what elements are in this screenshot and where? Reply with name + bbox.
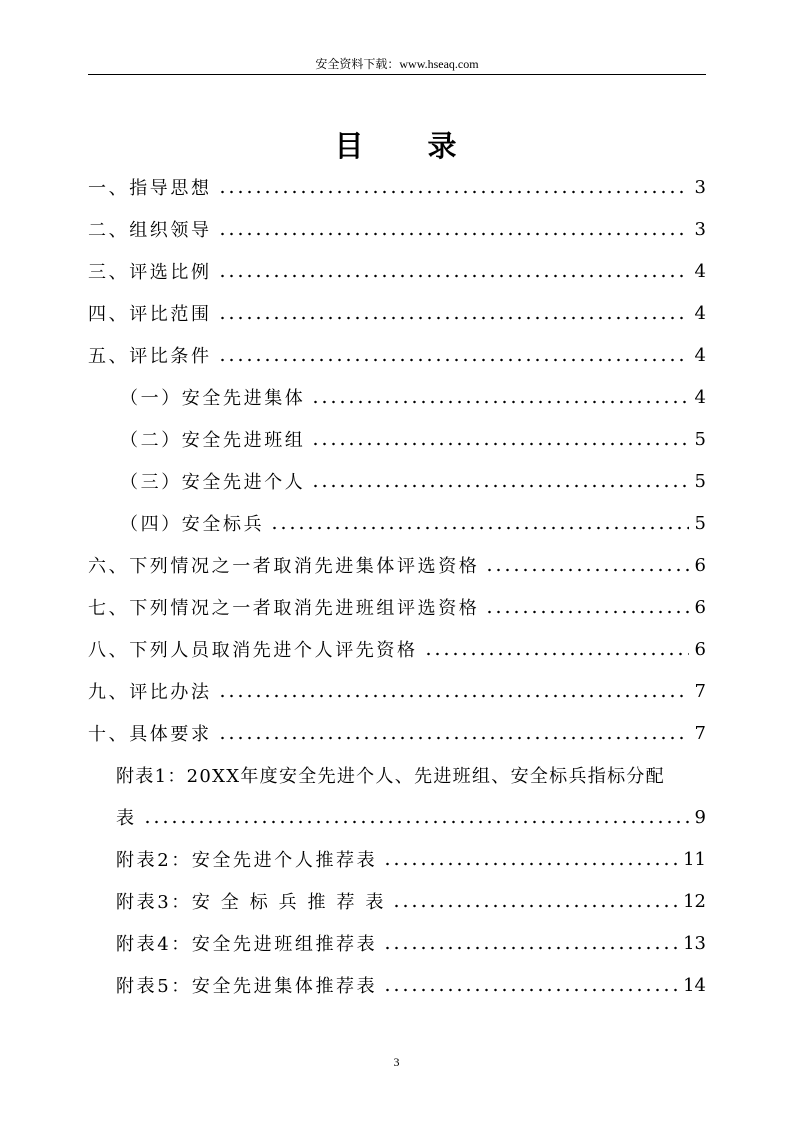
toc-leader [383, 988, 677, 992]
toc-leader [392, 904, 677, 908]
toc-entry-page: 4 [694, 344, 706, 366]
toc-entry-page: 14 [683, 974, 706, 996]
toc-leader [218, 316, 689, 320]
toc-entry-page: 11 [683, 848, 706, 870]
page-title: 目 录 [334, 129, 459, 163]
toc-leader [218, 694, 689, 698]
toc-subentry[interactable] [120, 376, 706, 418]
toc-entry-label: （一）安全先进集体 [120, 388, 306, 409]
toc-entry-label: 表 [116, 808, 137, 829]
toc-entry-page: 7 [694, 680, 706, 702]
toc-entry-page: 5 [694, 470, 706, 492]
toc-leader [143, 820, 689, 824]
toc-entry-label: 二、组织领导 [88, 220, 212, 241]
toc-leader [218, 736, 689, 740]
toc-entry-page: 6 [694, 596, 706, 618]
toc-entry-label: 五、评比条件 [88, 346, 212, 367]
toc-entry-label: 附表4：安全先进班组推荐表 [116, 934, 378, 955]
toc-leader [270, 526, 688, 530]
toc-subentry[interactable] [120, 502, 706, 544]
toc-entry-label: 九、评比办法 [88, 682, 212, 703]
toc-leader [485, 568, 688, 572]
toc-entry[interactable] [88, 544, 706, 586]
toc-appendix-entry[interactable] [116, 922, 706, 964]
toc-entry-label: 附表2：安全先进个人推荐表 [116, 850, 378, 871]
toc-entry-label: 六、下列情况之一者取消先进集体评选资格 [88, 556, 480, 577]
toc-entry-label: 七、下列情况之一者取消先进班组评选资格 [88, 598, 480, 619]
toc-leader [311, 484, 688, 488]
toc-entry-label: （二）安全先进班组 [120, 430, 306, 451]
toc-entry[interactable] [88, 712, 706, 754]
toc-entry-label: 一、指导思想 [88, 178, 212, 199]
toc-entry-label: （三）安全先进个人 [120, 472, 306, 493]
toc-entry-page: 4 [694, 386, 706, 408]
toc-entry-label: 八、下列人员取消先进个人评先资格 [88, 640, 418, 661]
toc-leader [218, 274, 689, 278]
toc-entry-page: 9 [694, 806, 706, 828]
toc-entry-page: 5 [694, 428, 706, 450]
toc-leader [218, 232, 689, 236]
toc-entry-page: 4 [694, 302, 706, 324]
toc-entry[interactable] [88, 628, 706, 670]
toc-entry[interactable] [88, 250, 706, 292]
page-number: 3 [393, 1055, 400, 1069]
toc-subentry[interactable] [120, 418, 706, 460]
toc-leader [485, 610, 688, 614]
toc-entry-page: 3 [694, 218, 706, 240]
toc-entry-page: 4 [694, 260, 706, 282]
toc-leader [424, 652, 689, 656]
toc-entry-page: 13 [683, 932, 706, 954]
header-rule [88, 74, 706, 75]
toc-entry[interactable] [88, 670, 706, 712]
toc-leader [311, 442, 688, 446]
page-header: 安全资料下载：www.hseaq.com [315, 57, 479, 71]
toc-entry-label: 附表1：20XX年度安全先进个人、先进班组、安全标兵指标分配 [116, 766, 665, 787]
toc-entry-label: 十、具体要求 [88, 724, 212, 745]
toc-entry-page: 6 [694, 554, 706, 576]
toc-entry-page: 5 [694, 512, 706, 534]
toc-appendix-entry[interactable] [116, 754, 706, 796]
toc-entry-page: 12 [683, 890, 706, 912]
toc-entry-label: （四）安全标兵 [120, 514, 265, 535]
toc-subentry[interactable] [120, 460, 706, 502]
toc-entry-page: 6 [694, 638, 706, 660]
toc-entry[interactable] [88, 292, 706, 334]
toc-appendix-entry[interactable] [116, 964, 706, 1006]
toc-entry-page: 7 [694, 722, 706, 744]
toc-entry-label: 四、评比范围 [88, 304, 212, 325]
toc-entry-page: 3 [694, 176, 706, 198]
toc-leader [218, 358, 689, 362]
toc-leader [383, 862, 677, 866]
toc-entry[interactable] [88, 586, 706, 628]
toc-entry-label: 附表3：安 全 标 兵 推 荐 表 [116, 892, 386, 913]
toc-appendix-entry-continued[interactable] [116, 796, 706, 838]
toc-entry[interactable] [88, 334, 706, 376]
toc-entry[interactable] [88, 208, 706, 250]
toc-entry-label: 三、评选比例 [88, 262, 212, 283]
toc-leader [383, 946, 677, 950]
toc-appendix-entry[interactable] [116, 838, 706, 880]
toc-appendix-entry[interactable] [116, 880, 706, 922]
toc-entry[interactable] [88, 166, 706, 208]
toc-leader [311, 400, 688, 404]
toc-entry-label: 附表5：安全先进集体推荐表 [116, 976, 378, 997]
toc-leader [218, 190, 689, 194]
